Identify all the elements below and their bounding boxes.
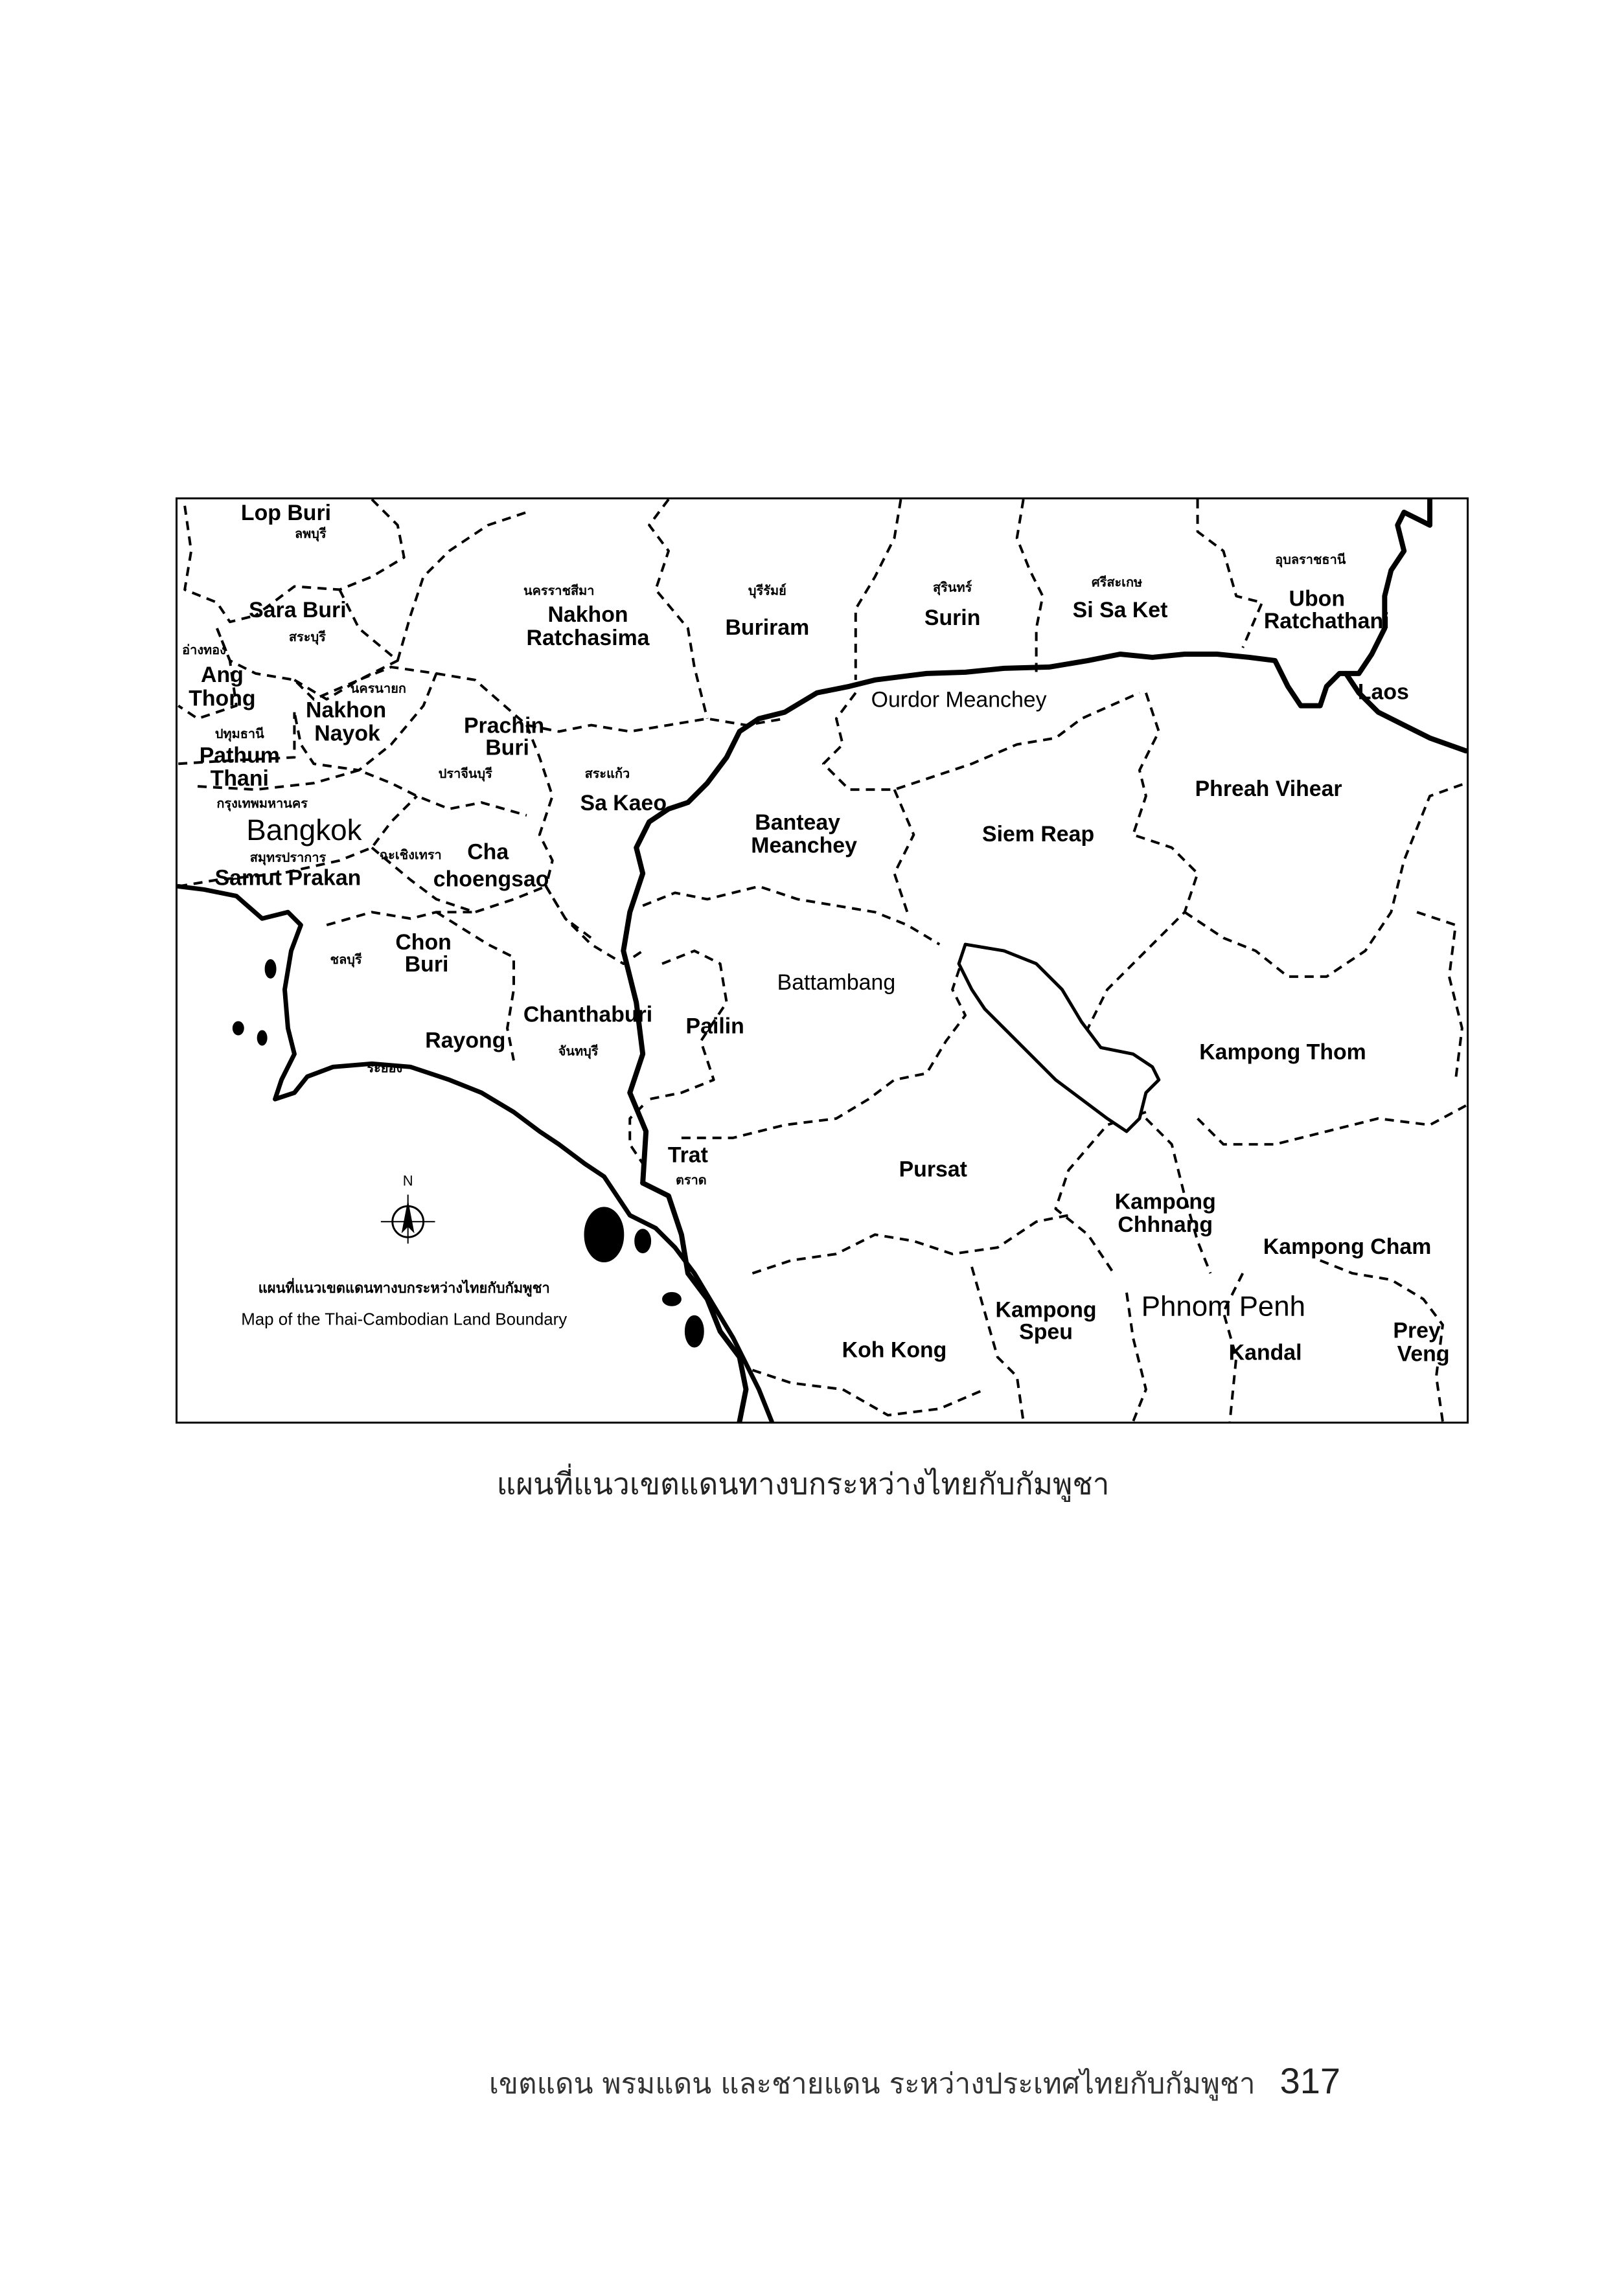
label-prachin-th: ปราจีนบุรี xyxy=(438,766,492,782)
label-chon-buri-2: Buri xyxy=(404,951,449,977)
label-prachin-1: Prachin xyxy=(463,713,545,738)
label-surin: Surin xyxy=(924,606,981,631)
boundary-pursat-south xyxy=(752,1215,1068,1273)
label-ratchasima-2: Ratchasima xyxy=(526,626,650,651)
label-bangkok-th: กรุงเทพมหานคร xyxy=(216,795,308,811)
boundary-sisaket-east xyxy=(1198,499,1263,648)
label-prey-veng-1: Prey xyxy=(1393,1318,1441,1343)
label-ang-thong-th: อ่างทอง xyxy=(182,641,226,657)
boundary-phreah-south xyxy=(1185,783,1466,977)
label-banteay-1: Banteay xyxy=(755,810,841,835)
label-ratchasima-1: Nakhon xyxy=(547,602,628,628)
label-samut-th: สมุทรปราการ xyxy=(249,849,327,865)
label-rayong-th: ระยอง xyxy=(367,1060,403,1076)
boundary-buriram-west xyxy=(649,499,707,719)
page-footer xyxy=(489,2060,1340,2106)
label-ubon-1: Ubon xyxy=(1289,586,1346,611)
label-laos: Laos xyxy=(1357,679,1409,705)
boundary-map xyxy=(176,497,1469,1424)
label-kampong-thom: Kampong Thom xyxy=(1199,1040,1366,1065)
label-sara-buri: Sara Buri xyxy=(249,598,347,623)
label-trat: Trat xyxy=(667,1142,708,1168)
label-lop-buri-th: ลพบุรี xyxy=(294,525,327,541)
label-si-sa-ket-th: ศรีสะเกษ xyxy=(1092,574,1143,590)
north-label: N xyxy=(402,1172,413,1189)
label-speu-1: Kampong xyxy=(995,1297,1097,1323)
boundary-speu xyxy=(972,1267,1024,1422)
label-rayong: Rayong xyxy=(425,1028,506,1053)
island xyxy=(266,960,276,978)
boundary-buriram-east xyxy=(856,499,901,680)
label-buriram-th: บุรีรัมย์ xyxy=(748,582,786,598)
label-chon-buri-th: ชลบุรี xyxy=(330,951,362,967)
label-pursat: Pursat xyxy=(899,1157,967,1182)
island xyxy=(635,1229,650,1253)
island xyxy=(258,1031,267,1045)
boundary-siemreap-west xyxy=(895,790,914,912)
label-pathum-th: ปทุมธานี xyxy=(214,725,264,742)
label-buriram: Buriram xyxy=(725,615,810,641)
label-trat-th: ตราด xyxy=(675,1172,707,1188)
label-phreah-vihear: Phreah Vihear xyxy=(1195,777,1342,802)
label-banteay-2: Meanchey xyxy=(751,833,857,858)
label-koh-kong: Koh Kong xyxy=(842,1337,947,1363)
island xyxy=(585,1207,624,1262)
running-footer-text: เขตแดน พรมแดน และชายแดน ระหว่างประเทศไทยกับกัมพูชา xyxy=(488,2067,1256,2100)
page-number: 317 xyxy=(1279,2060,1340,2101)
label-nakhon-nayok-1: Nakhon xyxy=(306,698,387,723)
label-samut-prakan: Samut Prakan xyxy=(214,865,361,891)
label-chon-buri-1: Chon xyxy=(395,930,452,955)
boundary-kampongthom-east xyxy=(1417,912,1462,1080)
label-surin-th: สุรินทร์ xyxy=(933,579,972,595)
label-prachin-2: Buri xyxy=(485,735,529,760)
map-caption-en: Map of the Thai-Cambodian Land Boundary xyxy=(241,1310,568,1329)
label-sa-kaeo: Sa Kaeo xyxy=(580,790,667,815)
label-kampong-cham: Kampong Cham xyxy=(1263,1234,1432,1260)
label-si-sa-ket: Si Sa Ket xyxy=(1072,598,1168,623)
trat-boundary xyxy=(643,1183,746,1422)
boundary-surin-east xyxy=(1017,499,1043,677)
boundary-banteay-south xyxy=(643,886,939,944)
label-chacheong-th: ฉะเชิงเทรา xyxy=(379,847,442,863)
label-sara-buri-th: สระบุรี xyxy=(288,629,326,645)
label-chhnang-2: Chhnang xyxy=(1118,1212,1213,1238)
label-bangkok: Bangkok xyxy=(246,813,362,847)
island xyxy=(233,1022,244,1035)
label-chhnang-1: Kampong xyxy=(1114,1189,1216,1214)
label-kandal: Kandal xyxy=(1228,1340,1302,1365)
label-ratchasima-th: นครราชสีมา xyxy=(523,582,595,598)
label-chacheong-2: choengsao xyxy=(433,867,549,892)
boundary-kohkong xyxy=(752,1370,984,1415)
label-pathum-2: Thani xyxy=(210,766,269,791)
boundary-kampongthom-south xyxy=(1198,1106,1466,1144)
boundary-ratchasima-west xyxy=(398,512,527,661)
tonle-sap-lake xyxy=(959,944,1159,1131)
label-sa-kaeo-th: สระแก้ว xyxy=(584,766,630,782)
boundary-siemreap-east xyxy=(1081,693,1197,1041)
label-speu-2: Speu xyxy=(1019,1319,1073,1345)
label-nakhon-nayok-th: นครนายก xyxy=(350,680,406,696)
label-ourdor-meanchey: Ourdor Meanchey xyxy=(871,687,1047,712)
label-prey-veng-2: Veng xyxy=(1397,1341,1450,1367)
label-chanthaburi-th: จันทบุรี xyxy=(558,1043,599,1059)
compass-rose-icon xyxy=(381,1173,435,1244)
label-battambang: Battambang xyxy=(777,970,896,995)
label-lop-buri: Lop Buri xyxy=(240,500,332,525)
label-ang-thong-1: Ang xyxy=(201,662,244,687)
label-ang-thong-2: Thong xyxy=(189,686,256,711)
figure-caption: แผนที่แนวเขตแดนทางบกระหว่างไทยกับกัมพูชา xyxy=(496,1466,1110,1501)
label-chacheong-1: Cha xyxy=(467,839,509,865)
label-pathum-1: Pathum xyxy=(199,743,280,768)
label-phnom-penh: Phnom Penh xyxy=(1141,1290,1306,1323)
map-canvas xyxy=(178,499,1467,1422)
map-caption-th: แผนที่แนวเขตแดนทางบกระหว่างไทยกับกัมพูชา xyxy=(258,1279,550,1297)
label-siem-reap: Siem Reap xyxy=(982,821,1095,847)
island xyxy=(663,1293,681,1306)
island xyxy=(685,1316,704,1347)
label-chanthaburi: Chanthaburi xyxy=(523,1002,653,1027)
label-ubon-th: อุบลราชธานี xyxy=(1275,551,1346,567)
label-pailin: Pailin xyxy=(685,1014,744,1039)
label-ubon-2: Ratchathani xyxy=(1263,609,1390,634)
label-nakhon-nayok-2: Nayok xyxy=(314,721,380,746)
